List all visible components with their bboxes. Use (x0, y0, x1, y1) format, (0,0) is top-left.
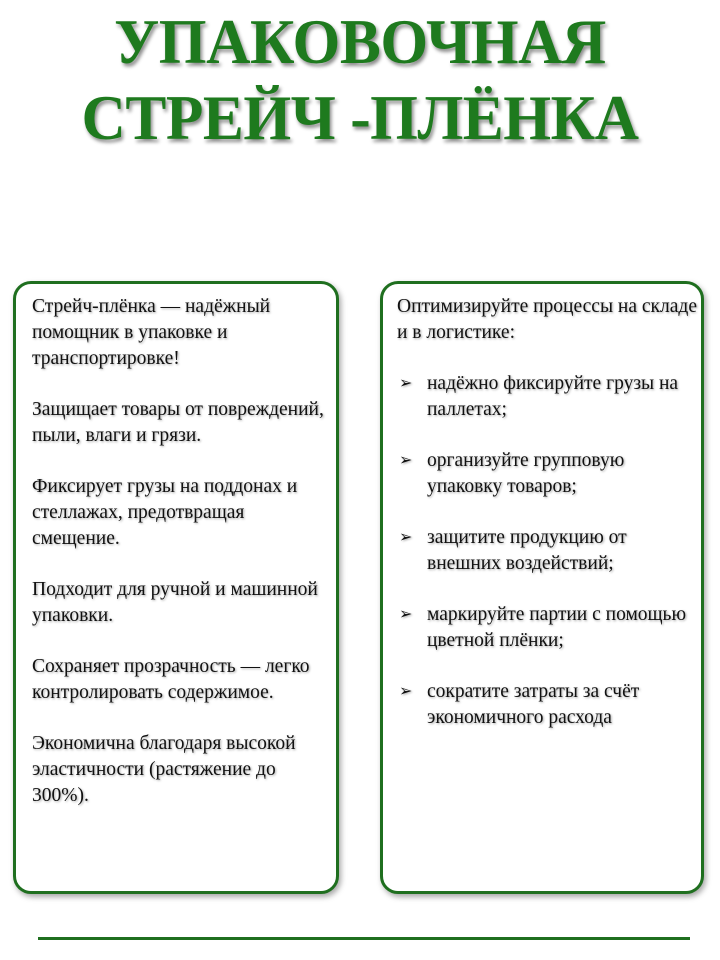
benefit-paragraph: Стрейч-плёнка — надёжный помощник в упаковке и транспортировке! (32, 296, 271, 369)
benefits-card (13, 281, 339, 894)
list-item (397, 371, 697, 423)
list-item-text: организуйте групповую упаковку товаров; (427, 450, 625, 497)
arrow-bullet-icon: ➢ (399, 683, 413, 700)
benefit-paragraph: Сохраняет прозрачность — легко контролировать содержимое. (32, 656, 310, 703)
list-item-text: маркируйте партии с помощью цветной плёнки; (427, 604, 687, 651)
optimization-text (397, 294, 697, 756)
list-item-text: надёжно фиксируйте грузы на паллетах; (427, 373, 679, 420)
optimization-card (380, 281, 704, 894)
list-item (397, 448, 697, 500)
list-item-text: сократите затраты за счёт экономичного расхода (427, 681, 640, 728)
benefit-paragraph: Фиксирует грузы на поддонах и стеллажах, предотвращая смещение. (32, 476, 298, 549)
benefit-paragraph: Защищает товары от повреждений, пыли, влаги и грязи. (32, 399, 324, 446)
arrow-bullet-icon: ➢ (399, 606, 413, 623)
benefit-paragraph: Экономична благодаря высокой эластичности (растяжение до 300%). (32, 733, 296, 806)
optimization-intro: Оптимизируйте процессы на складе и в логистике: (397, 296, 697, 343)
title-line-2: СТРЕЙЧ -ПЛЁНКА (81, 82, 639, 153)
arrow-bullet-icon: ➢ (399, 375, 413, 392)
arrow-bullet-icon: ➢ (399, 452, 413, 469)
benefits-text (32, 294, 332, 834)
list-item (397, 679, 697, 731)
page-title (14, 4, 705, 156)
list-item (397, 602, 697, 654)
list-item (397, 525, 697, 577)
list-item-text: защитите продукцию от внешних воздействий; (427, 527, 627, 574)
bottom-divider (38, 937, 690, 940)
optimization-list (397, 371, 697, 731)
benefit-paragraph: Подходит для ручной и машинной упаковки. (32, 579, 318, 626)
title-line-1: УПАКОВОЧНАЯ (114, 6, 606, 77)
arrow-bullet-icon: ➢ (399, 529, 413, 546)
